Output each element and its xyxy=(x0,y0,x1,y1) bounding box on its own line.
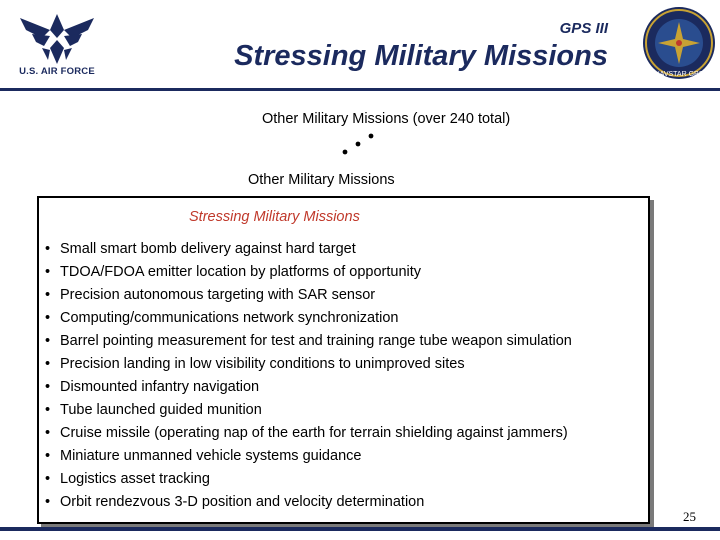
panel-title: Stressing Military Missions xyxy=(189,209,360,225)
header-rule xyxy=(0,88,720,91)
page-title: Stressing Military Missions xyxy=(234,40,608,72)
bullet-dot-icon: • xyxy=(45,333,51,349)
list-item-text: Precision autonomous targeting with SAR sensor xyxy=(60,287,376,303)
list-item xyxy=(45,376,572,399)
list-item xyxy=(45,399,572,422)
list-item-text: Miniature unmanned vehicle systems guidance xyxy=(60,448,362,464)
list-item xyxy=(45,307,572,330)
bullet-dot-icon: • xyxy=(45,471,51,487)
list-item xyxy=(45,353,572,376)
bullet-dot-icon: • xyxy=(45,287,51,303)
bullet-dot-icon: • xyxy=(45,448,51,464)
list-item-text: TDOA/FDOA emitter location by platforms of opportunity xyxy=(60,264,422,280)
list-item xyxy=(45,491,572,514)
list-item-text: Barrel pointing measurement for test and training range tube weapon simulation xyxy=(60,333,572,349)
bullet-dot-icon: • xyxy=(45,264,51,280)
other-missions-total-label: Other Military Missions (over 240 total) xyxy=(262,111,511,127)
ellipsis-dots xyxy=(335,130,385,160)
list-item-text: Cruise missile (operating nap of the earth for terrain shielding against jammers) xyxy=(60,425,568,441)
stressing-missions-panel xyxy=(37,196,650,524)
org-label: U.S. AIR FORCE xyxy=(19,66,95,77)
list-item-text: Precision landing in low visibility conditions to unimproved sites xyxy=(60,356,465,372)
list-item xyxy=(45,238,572,261)
bullet-dot-icon: • xyxy=(45,494,51,510)
bullet-dot-icon: • xyxy=(45,425,51,441)
page-number: 25 xyxy=(683,509,696,524)
slide-kicker: GPS III xyxy=(559,20,608,37)
list-item-text: Computing/communications network synchronization xyxy=(60,310,399,326)
list-item-text: Tube launched guided munition xyxy=(60,402,262,418)
list-item-text: Logistics asset tracking xyxy=(60,471,210,487)
mission-list xyxy=(45,238,572,514)
list-item xyxy=(45,261,572,284)
list-item xyxy=(45,284,572,307)
navstar-gps-seal-icon xyxy=(640,4,718,82)
bullet-dot-icon: • xyxy=(45,310,51,326)
list-item-text: Orbit rendezvous 3-D position and velocity determination xyxy=(60,494,425,510)
bullet-dot-icon: • xyxy=(45,241,51,257)
bullet-dot-icon: • xyxy=(45,379,51,395)
seal-label: NAVSTAR GPS xyxy=(654,71,704,78)
list-item xyxy=(45,330,572,353)
list-item-text: Small smart bomb delivery against hard target xyxy=(60,241,356,257)
list-item xyxy=(45,468,572,491)
bullet-dot-icon: • xyxy=(45,402,51,418)
list-item xyxy=(45,445,572,468)
list-item-text: Dismounted infantry navigation xyxy=(60,379,260,395)
footer-bar xyxy=(0,527,720,531)
other-missions-label: Other Military Missions xyxy=(248,172,395,188)
list-item xyxy=(45,422,572,445)
bullet-dot-icon: • xyxy=(45,356,51,372)
